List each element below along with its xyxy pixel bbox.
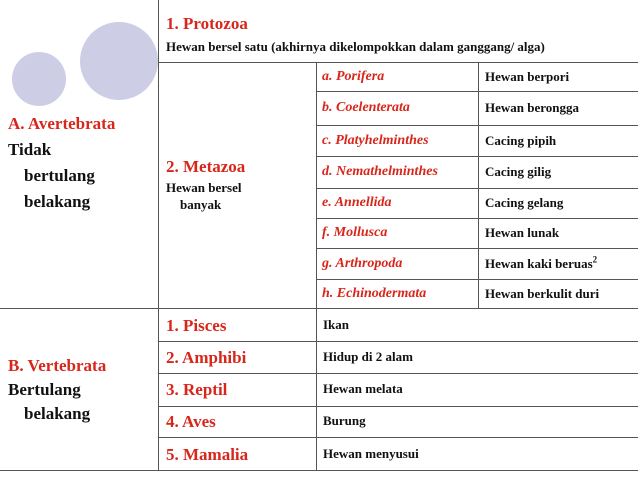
protozoa-title: 1. Protozoa (166, 14, 248, 33)
phylum-meaning (485, 254, 598, 271)
metazoa-desc: banyak (180, 197, 222, 212)
avertebrata-desc: belakang (24, 192, 91, 211)
phylum-meaning: Cacing gilig (485, 164, 552, 179)
metazoa-desc: Hewan bersel (166, 180, 242, 195)
phylum-name: c. Platyhelminthes (322, 133, 429, 148)
vertebrata-desc: Bertulang (8, 380, 81, 399)
vertebrata-title: B. Vertebrata (8, 356, 107, 375)
phylum-meaning: Cacing gelang (485, 195, 564, 210)
grid-line (316, 156, 638, 157)
class-meaning: Hewan menyusui (323, 446, 419, 461)
phylum-meaning: Cacing pipih (485, 133, 557, 148)
phylum-name: f. Mollusca (322, 225, 388, 240)
grid-line (0, 308, 638, 309)
grid-line (158, 373, 638, 374)
class-meaning: Hewan melata (323, 381, 403, 396)
grid-line (158, 406, 638, 407)
grid-line (316, 279, 638, 280)
grid-line (158, 437, 638, 438)
grid-line (0, 470, 638, 471)
phylum-name: e. Annellida (322, 195, 392, 210)
phylum-meaning: Hewan berkulit duri (485, 286, 600, 301)
phylum-meaning: Hewan berpori (485, 69, 570, 84)
phylum-name: g. Arthropoda (322, 256, 403, 271)
class-name: 2. Amphibi (166, 348, 247, 367)
class-meaning: Hidup di 2 alam (323, 349, 413, 364)
grid-line (316, 248, 638, 249)
class-meaning: Ikan (323, 317, 350, 332)
vertebrata-desc: belakang (24, 404, 91, 423)
phylum-name: b. Coelenterata (322, 100, 410, 115)
avertebrata-title: A. Avertebrata (8, 114, 116, 133)
protozoa-desc: Hewan bersel satu (akhirnya dikelompokkan dalam ganggang/ alga) (166, 39, 545, 54)
grid-line (158, 341, 638, 342)
phylum-meaning-superscript: 2 (592, 254, 598, 265)
phylum-name: a. Porifera (322, 69, 385, 84)
phylum-name: d. Nemathelminthes (322, 164, 438, 179)
class-name: 3. Reptil (166, 380, 228, 399)
class-name: 5. Mamalia (166, 445, 249, 464)
grid-line (158, 0, 159, 470)
grid-line (316, 62, 317, 470)
metazoa-title: 2. Metazoa (166, 157, 246, 176)
grid-line (478, 62, 479, 308)
grid-line (158, 62, 638, 63)
avertebrata-desc: Tidak (8, 140, 52, 159)
grid-line (316, 188, 638, 189)
grid-line (316, 218, 638, 219)
class-name: 1. Pisces (166, 316, 227, 335)
phylum-meaning: Hewan lunak (485, 225, 560, 240)
phylum-meaning: Hewan berongga (485, 100, 580, 115)
grid-line (316, 125, 638, 126)
class-meaning: Burung (323, 413, 366, 428)
phylum-name: h. Echinodermata (322, 286, 427, 301)
grid-line (316, 91, 638, 92)
phylum-meaning-text: Hewan kaki beruas (485, 256, 593, 271)
class-name: 4. Aves (166, 412, 216, 431)
avertebrata-desc: bertulang (24, 166, 95, 185)
